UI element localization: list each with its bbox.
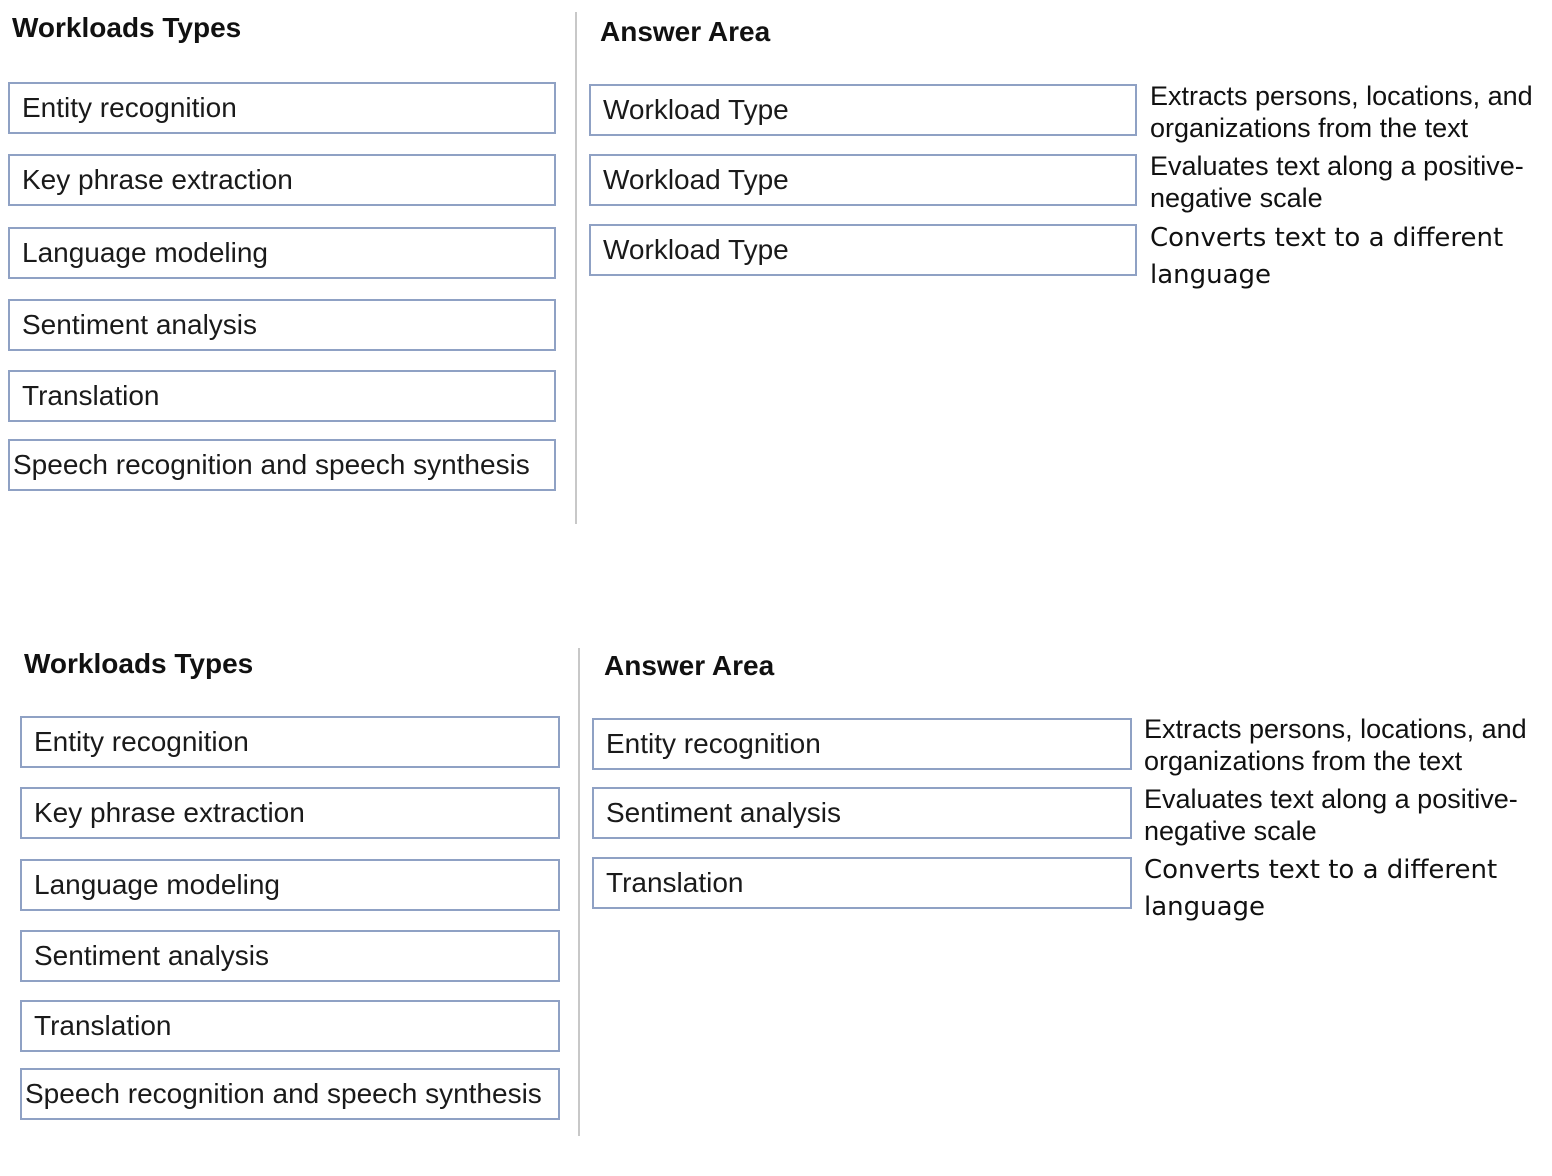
description-entity: Extracts persons, locations, and organizations from the text — [1150, 81, 1533, 143]
option-key-phrase-extraction[interactable]: Key phrase extraction — [20, 787, 560, 839]
description-translation: Converts text to a different language — [1150, 223, 1504, 290]
description-sentiment: Evaluates text along a positive-negative scale — [1150, 151, 1524, 213]
option-speech-recognition-synthesis[interactable]: Speech recognition and speech synthesis — [8, 439, 556, 491]
answer-slot-3[interactable]: Translation — [592, 857, 1132, 909]
option-speech-recognition-synthesis[interactable]: Speech recognition and speech synthesis — [20, 1068, 560, 1120]
description-entity: Extracts persons, locations, and organizations from the text — [1144, 714, 1527, 776]
option-translation[interactable]: Translation — [8, 370, 556, 422]
answer-panel — [0, 636, 1552, 1176]
answer-slot-1[interactable]: Entity recognition — [592, 718, 1132, 770]
answer-slot-2[interactable]: Sentiment analysis — [592, 787, 1132, 839]
description-sentiment: Evaluates text along a positive-negative scale — [1144, 784, 1518, 846]
option-sentiment-analysis[interactable]: Sentiment analysis — [20, 930, 560, 982]
answer-area-heading: Answer Area — [604, 650, 775, 681]
panel-divider — [578, 648, 580, 1136]
workloads-types-heading: Workloads Types — [12, 12, 242, 43]
option-language-modeling[interactable]: Language modeling — [8, 227, 556, 279]
option-language-modeling[interactable]: Language modeling — [20, 859, 560, 911]
answer-slot-3[interactable]: Workload Type — [589, 224, 1137, 276]
option-sentiment-analysis[interactable]: Sentiment analysis — [8, 299, 556, 351]
answer-slot-2[interactable]: Workload Type — [589, 154, 1137, 206]
answer-area-heading: Answer Area — [600, 16, 771, 47]
answer-slot-1[interactable]: Workload Type — [589, 84, 1137, 136]
option-entity-recognition[interactable]: Entity recognition — [20, 716, 560, 768]
workloads-types-heading: Workloads Types — [24, 648, 254, 679]
question-panel — [0, 0, 1552, 540]
option-translation[interactable]: Translation — [20, 1000, 560, 1052]
option-key-phrase-extraction[interactable]: Key phrase extraction — [8, 154, 556, 206]
option-entity-recognition[interactable]: Entity recognition — [8, 82, 556, 134]
description-translation: Converts text to a different language — [1144, 855, 1498, 922]
panel-divider — [575, 12, 577, 524]
